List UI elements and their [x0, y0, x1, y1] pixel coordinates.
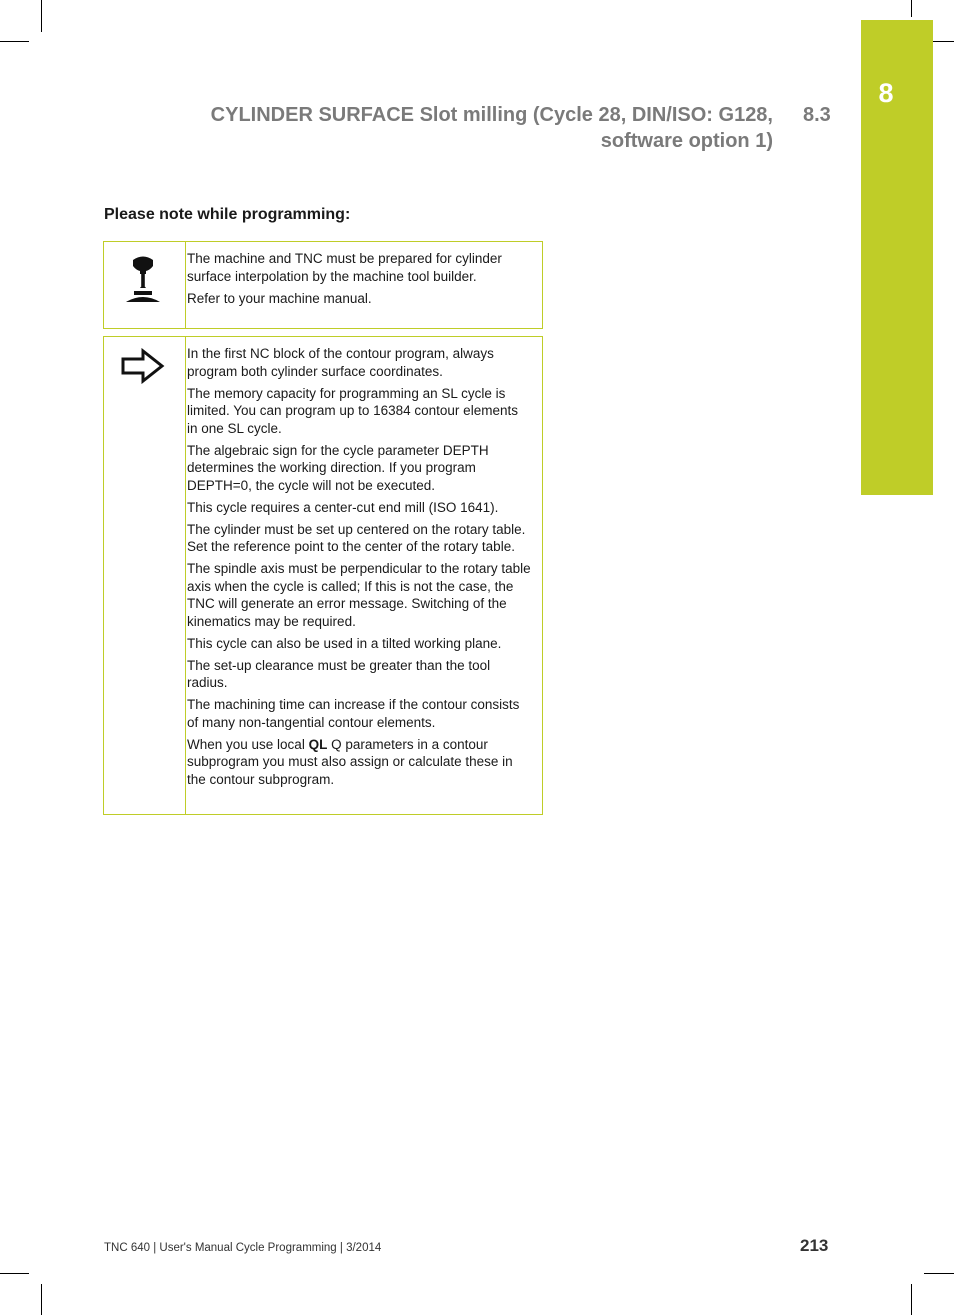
paragraph: In the first NC block of the contour program, always program both cylinder surface coordinates.	[187, 346, 494, 379]
paragraph: The machining time can increase if the contour consists of many non-tangential contour elements.	[187, 697, 520, 730]
paragraph: The set-up clearance must be greater than the tool radius.	[187, 657, 491, 690]
arrow-right-icon	[120, 348, 166, 389]
paragraph: Refer to your machine manual.	[187, 290, 372, 306]
header-title-line-2: software option 1)	[600, 130, 773, 152]
paragraph: The algebraic sign for the cycle parameter DEPTH determines the working direction. If you program DEPTH=0, the cycle will not be executed.	[187, 442, 489, 493]
page-number: 213	[800, 1236, 829, 1255]
paragraph: The cylinder must be set up centered on the rotary table. Set the reference point to the center of the rotary table.	[187, 521, 526, 554]
crop-mark	[0, 41, 29, 42]
paragraph: This cycle requires a center-cut end mill (ISO 1641).	[187, 499, 499, 515]
keyword-ql: QL	[308, 736, 328, 752]
box-divider	[185, 337, 186, 814]
chapter-tab	[861, 20, 933, 495]
paragraph: This cycle can also be used in a tilted working plane.	[187, 635, 502, 651]
machine-note-box	[103, 241, 543, 329]
running-header-title	[173, 102, 773, 154]
crop-mark	[911, 1284, 912, 1315]
crop-mark	[924, 1273, 954, 1274]
footer-text: TNC 640 | User's Manual Cycle Programming | 3/2014	[104, 1242, 382, 1254]
header-title-line-1: CYLINDER SURFACE Slot milling (Cycle 28, DIN/ISO: G128,	[210, 104, 773, 126]
header-section-number: 8.3	[803, 104, 831, 126]
machine-note-text	[187, 250, 532, 312]
crop-mark	[0, 1273, 29, 1274]
text-run: When you use local	[187, 736, 309, 752]
programming-note-text	[187, 345, 532, 793]
programming-note-box	[103, 336, 543, 815]
paragraph: The machine and TNC must be prepared for cylinder surface interpolation by the machine tool builder.	[187, 251, 502, 284]
paragraph: The memory capacity for programming an SL cycle is limited. You can program up to 16384 contour elements in one SL cycle.	[187, 385, 518, 436]
crop-mark	[911, 0, 912, 17]
paragraph: The spindle axis must be perpendicular to the rotary table axis when the cycle is called; If this is not the case, the TNC will generate an error message. Switching of the kinematics may be required.	[187, 561, 531, 629]
machine-tool-icon	[124, 254, 162, 311]
paragraph-ql	[187, 736, 532, 789]
crop-mark	[41, 0, 42, 32]
text-run: Q parameters in a contour subprogram you must also assign or calculate these in the contour subprogram.	[187, 736, 513, 787]
crop-mark	[41, 1284, 42, 1315]
chapter-number: 8	[878, 78, 894, 108]
box-divider	[185, 242, 186, 328]
section-heading: Please note while programming:	[104, 206, 351, 223]
